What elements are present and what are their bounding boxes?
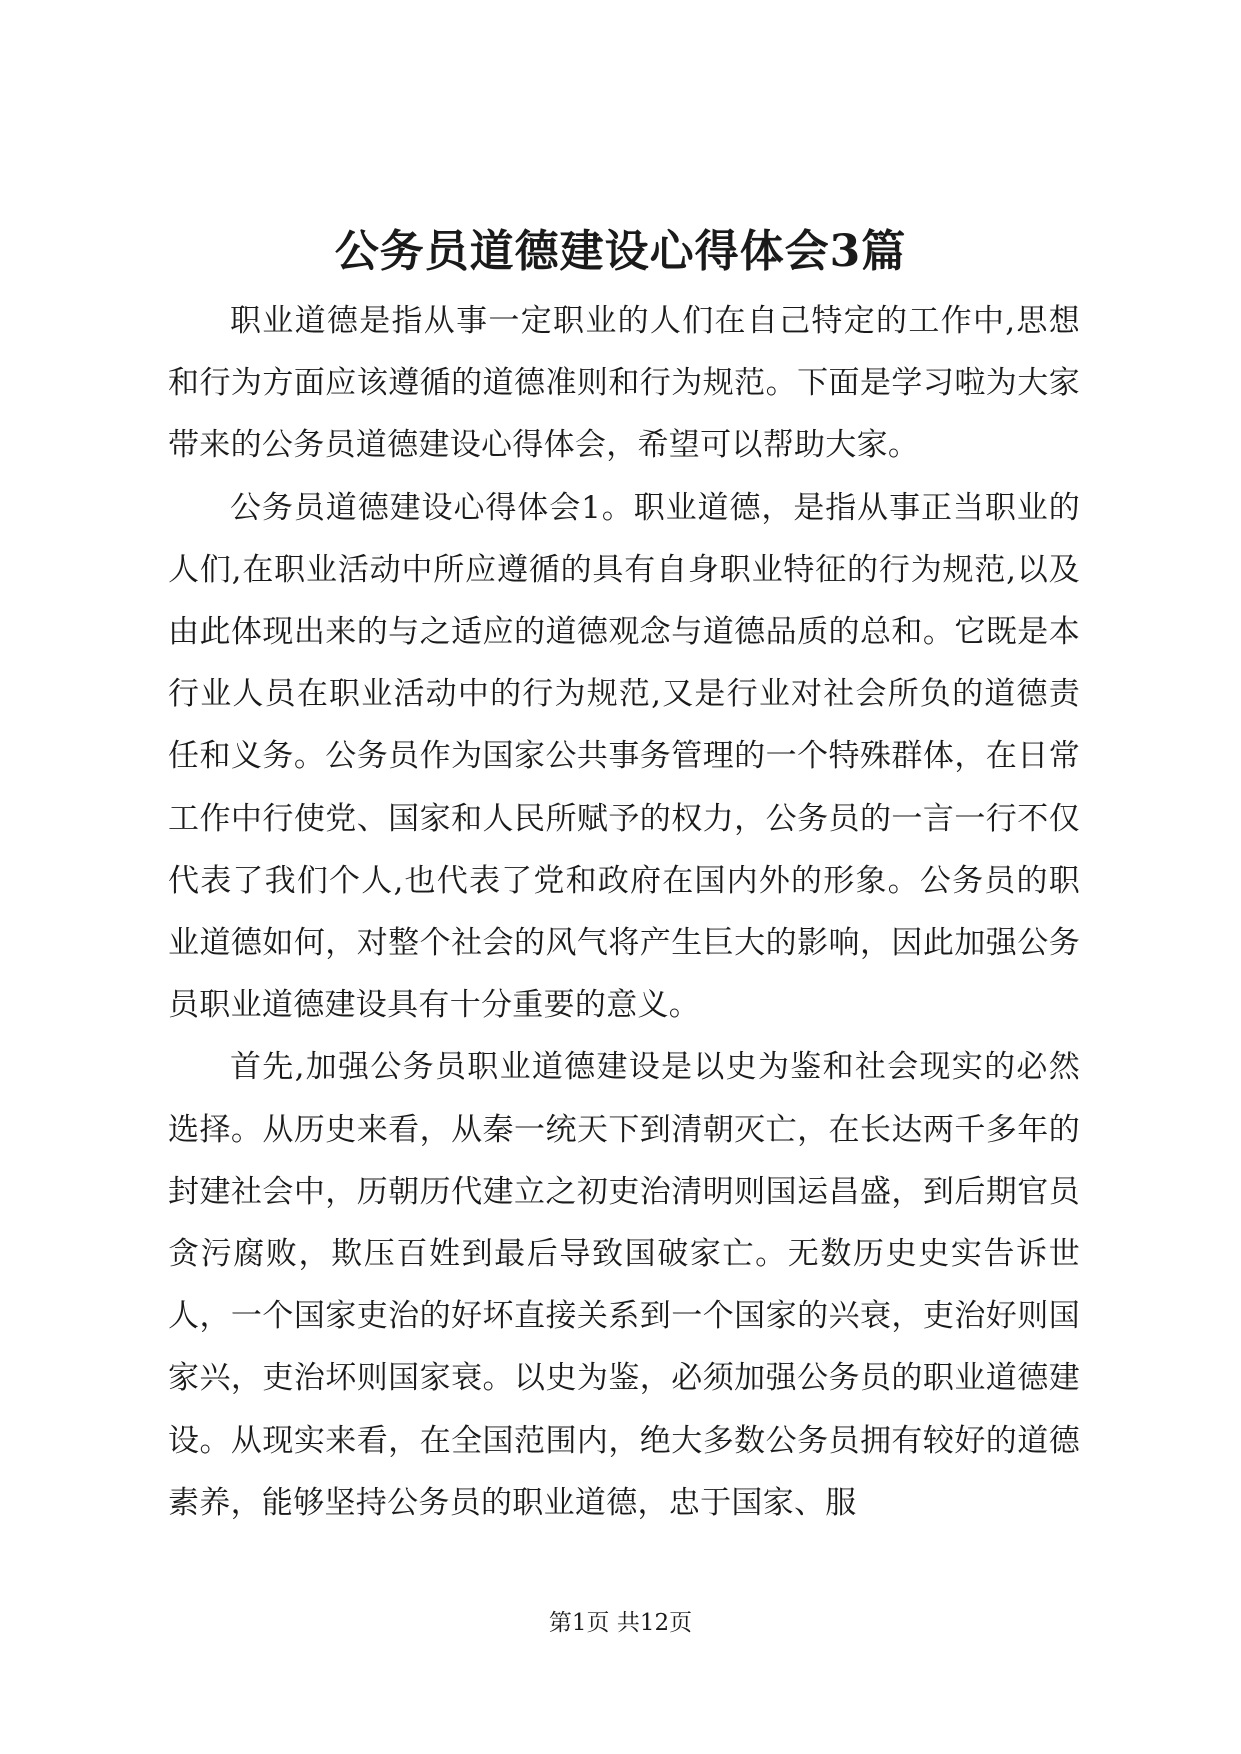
paragraph-intro: 职业道德是指从事一定职业的人们在自己特定的工作中,思想和行为方面应该遵循的道德准则和行为规范。下面是学习啦为大家带来的公务员道德建设心得体会，希望可以帮助大家。 — [168, 303, 1080, 464]
paragraph-1: 公务员道德建设心得体会1。职业道德，是指从事正当职业的人们,在职业活动中所应遵循的具有自身职业特征的行为规范,以及由此体现出来的与之适应的道德观念与道德品质的总和。它既是本行业人员在职业活动中的行为规范,又是行业对社会所负的道德责任和义务。公务员作为国家公共事务管理的一个特殊群体，在日常工作中行使党、国家和人民所赋予的权力，公务员的一言一行不仅代表了我们个人,也代表了党和政府在国内外的形象。公务员的职业道德如何，对整个社会的风气将产生巨大的影响，因此加强公务员职业道德建设具有十分重要的意义。 — [168, 489, 1080, 1024]
paragraph-2: 首先,加强公务员职业道德建设是以史为鉴和社会现实的必然选择。从历史来看，从秦一统天下到清朝灭亡，在长达两千多年的封建社会中，历朝历代建立之初吏治清明则国运昌盛，到后期官员贪污腐败，欺压百姓到最后导致国破家亡。无数历史史实告诉世人，一个国家吏治的好坏直接关系到一个国家的兴衰，吏治好则国家兴，吏治坏则国家衰。以史为鉴，必须加强公务员的职业道德建设。从现实来看，在全国范围内，绝大多数公务员拥有较好的道德素养，能够坚持公务员的职业道德，忠于国家、服 — [168, 1049, 1080, 1521]
body-text — [168, 290, 1080, 1534]
page-footer: 第1页 共12页 — [548, 1610, 693, 1636]
page-title: 公务员道德建设心得体会3篇 — [334, 226, 907, 277]
